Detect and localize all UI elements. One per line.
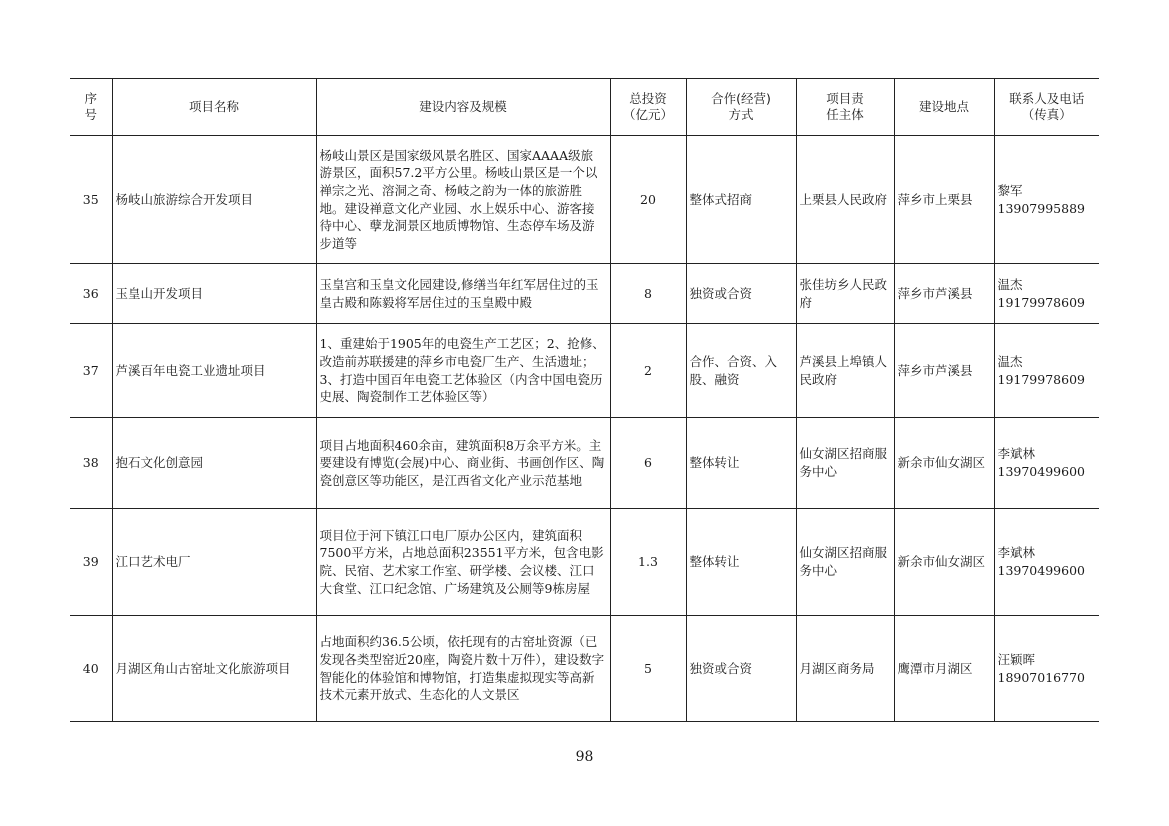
row-location: 新余市仙女湖区 — [894, 418, 994, 509]
contact-phone: 13970499600 — [997, 563, 1085, 578]
header-investment: 总投资 （亿元） — [610, 79, 686, 136]
row-owner: 仙女湖区招商服务中心 — [796, 509, 894, 616]
row-investment: 6 — [610, 418, 686, 509]
row-content: 占地面积约36.5公顷，依托现有的古窑址资源（已发现各类型窑近20座，陶瓷片数十万件），建设数字智能化的体验馆和博物馆，打造集虚拟现实等高新技术元素开放式、生态化的人文景区 — [316, 616, 610, 722]
table-row — [70, 136, 1099, 264]
contact-name: 汪颖晖 — [997, 651, 1036, 667]
row-mode: 合作、合资、入股、融资 — [686, 324, 796, 418]
row-owner: 张佳坊乡人民政府 — [796, 264, 894, 324]
table-row — [70, 509, 1099, 616]
row-location: 萍乡市上栗县 — [894, 136, 994, 264]
row-contact — [994, 264, 1099, 324]
row-name: 抱石文化创意园 — [112, 418, 316, 509]
row-investment: 5 — [610, 616, 686, 722]
table-header-row — [70, 79, 1099, 136]
contact-phone: 13970499600 — [997, 464, 1085, 479]
row-contact — [994, 324, 1099, 418]
row-no: 36 — [70, 264, 112, 324]
row-mode: 整体转让 — [686, 509, 796, 616]
row-no: 37 — [70, 324, 112, 418]
contact-phone: 19179978609 — [997, 371, 1085, 387]
row-no: 38 — [70, 418, 112, 509]
header-contact: 联系人及电话 （传真） — [994, 79, 1099, 136]
row-investment: 1.3 — [610, 509, 686, 616]
row-content: 杨岐山景区是国家级风景名胜区、国家AAAA级旅游景区，面积57.2平方公里。杨岐山景区是一个以禅宗之光、溶洞之奇、杨岐之韵为一体的旅游胜地。建设禅意文化产业园、水上娱乐中心、游客接待中心、孽龙洞景区地质博物馆、生态停车场及游步道等 — [316, 136, 610, 264]
header-owner: 项目责 任主体 — [796, 79, 894, 136]
row-investment: 8 — [610, 264, 686, 324]
header-content: 建设内容及规模 — [316, 79, 610, 136]
row-content: 玉皇宫和玉皇文化园建设,修缮当年红军居住过的玉皇古殿和陈毅将军居住过的玉皇殿中殿 — [316, 264, 610, 324]
contact-name: 黎军 — [997, 182, 1023, 198]
row-mode: 独资或合资 — [686, 264, 796, 324]
row-content: 1、重建始于1905年的电瓷生产工艺区；2、抢修、改造前苏联援建的萍乡市电瓷厂生产、生活遗址；3、打造中国百年电瓷工艺体验区（内含中国电瓷历史展、陶瓷制作工艺体验区等） — [316, 324, 610, 418]
contact-name: 温杰 — [997, 276, 1023, 292]
row-no: 40 — [70, 616, 112, 722]
row-no: 39 — [70, 509, 112, 616]
header-name: 项目名称 — [112, 79, 316, 136]
row-owner: 上栗县人民政府 — [796, 136, 894, 264]
row-content: 项目位于河下镇江口电厂原办公区内，建筑面积7500平方米，占地总面积23551平方米，包含电影院、民宿、艺术家工作室、研学楼、会议楼、江口大食堂、江口纪念馆、广场建筑及公厕等9栋房屋 — [316, 509, 610, 616]
row-owner: 月湖区商务局 — [796, 616, 894, 722]
row-investment: 20 — [610, 136, 686, 264]
header-location: 建设地点 — [894, 79, 994, 136]
contact-name: 李斌林 — [997, 446, 1036, 462]
row-owner: 芦溪县上埠镇人民政府 — [796, 324, 894, 418]
row-contact — [994, 616, 1099, 722]
row-contact — [994, 418, 1099, 509]
table-row — [70, 616, 1099, 722]
contact-name: 李斌林 — [997, 545, 1036, 561]
row-name: 玉皇山开发项目 — [112, 264, 316, 324]
row-content: 项目占地面积460余亩，建筑面积8万余平方米。主要建设有博览(会展)中心、商业街、书画创作区、陶瓷创意区等功能区，是江西省文化产业示范基地 — [316, 418, 610, 509]
row-location: 鹰潭市月湖区 — [894, 616, 994, 722]
row-location: 新余市仙女湖区 — [894, 509, 994, 616]
row-location: 萍乡市芦溪县 — [894, 264, 994, 324]
table-row — [70, 418, 1099, 509]
contact-phone: 19179978609 — [997, 294, 1085, 310]
row-mode: 整体式招商 — [686, 136, 796, 264]
project-table-container — [70, 78, 1099, 722]
contact-phone: 18907016770 — [997, 669, 1085, 685]
header-no: 序 号 — [70, 79, 112, 136]
row-location: 萍乡市芦溪县 — [894, 324, 994, 418]
header-mode: 合作(经营) 方式 — [686, 79, 796, 136]
page-number: 98 — [575, 749, 594, 765]
row-name: 月湖区角山古窑址文化旅游项目 — [112, 616, 316, 722]
row-no: 35 — [70, 136, 112, 264]
project-table — [70, 78, 1099, 722]
row-mode: 独资或合资 — [686, 616, 796, 722]
row-contact — [994, 136, 1099, 264]
row-name: 杨岐山旅游综合开发项目 — [112, 136, 316, 264]
row-name: 江口艺术电厂 — [112, 509, 316, 616]
contact-name: 温杰 — [997, 353, 1023, 369]
table-row — [70, 324, 1099, 418]
row-owner: 仙女湖区招商服务中心 — [796, 418, 894, 509]
row-contact — [994, 509, 1099, 616]
table-row — [70, 264, 1099, 324]
row-investment: 2 — [610, 324, 686, 418]
contact-phone: 13907995889 — [997, 200, 1085, 216]
row-mode: 整体转让 — [686, 418, 796, 509]
row-name: 芦溪百年电瓷工业遗址项目 — [112, 324, 316, 418]
